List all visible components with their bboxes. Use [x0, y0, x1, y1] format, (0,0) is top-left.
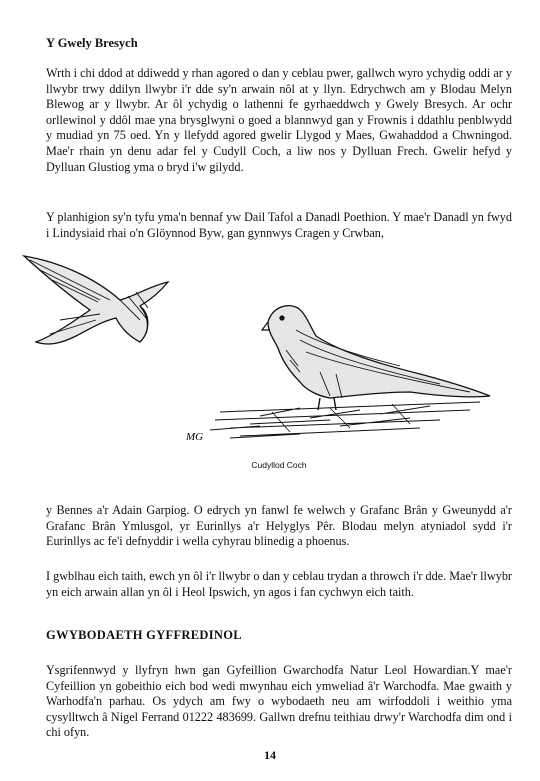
- paragraph-plants: Y planhigion sy'n tyfu yma'n bennaf yw Dail Tafol a Danadl Poethion. Y mae'r Danadl yn fwyd i Lindysiaid rhai o'n Glöynnod Byw, gan gynnwys Cragen y Crwban,: [46, 210, 512, 240]
- flying-kestrel-drawing: [24, 256, 168, 344]
- artist-signature: MG: [186, 431, 204, 443]
- paragraph-return-route: I gwblhau eich taith, ewch yn ôl i'r llwybr o dan y ceblau trydan a throwch i'r dde. Mae'r llwybr yn eich arwain allan yn ôl i Heol Ipswich, yn agos i fan cychwyn eich taith.: [46, 569, 512, 599]
- ground-hatching: [210, 402, 480, 438]
- paragraph-butterflies: y Bennes a'r Adain Garpiog. O edrych yn fanwl fe welwch y Grafanc Brân y Gweunydd a'r Grafanc Brân Ymlusgol, yr Eurinllys a'r Helyglys Pêr. Blodau melyn atyniadol sydd i'r Eurinllys ac fe'i defnyddir i wella cyhyrau blinedig a phoenus.: [46, 503, 512, 549]
- page-number: 14: [264, 748, 276, 762]
- perched-kestrel-drawing: [262, 306, 490, 410]
- page-heading: Y Gwely Bresych: [46, 36, 138, 50]
- illustration-caption: Cudyllod Coch: [251, 460, 307, 470]
- section-heading-general-info: GWYBODAETH GYFFREDINOL: [46, 628, 242, 642]
- paragraph-contact: Ysgrifennwyd y llyfryn hwn gan Gyfeillion Gwarchodfa Natur Leol Howardian.Y mae'r Cyfeillion yn gobeithio eich bod wedi mwynhau eich ymweliad â'r Warchodfa. Mae gwaith y Warhodfa'n parhau. Os ydych am fwy o wybodaeth neu am wirfoddoli i weithio yma cysylltwch â Nigel Ferrand 01222 483699. Gallwn drefnu teithiau drwy'r Warchodfa dim ond i chi ofyn.: [46, 663, 512, 740]
- paragraph-cabbage-bed: Wrth i chi ddod at ddiwedd y rhan agored o dan y ceblau pwer, gallwch wyro ychydig oddi ar y llwybr trwy ddilyn llwybr i'r dde sy'n arwain nôl at y llyn. Edrychwch am y Blodau Melyn Blewog ar y llwybr. Ar ôl ychydig o lathenni fe gyrhaeddwch y Gwely Bresych. Ar ochr orllewinol y ddôl mae yna brysglwyni o goed a blannwyd gan y Frownis i ddathlu penblwydd y mudiad yn 75 oed. Yn y llefydd agored gwelir Llygod y Maes, Gwahaddod a Chwningod. Mae'r rhain yn denu adar fel y Cudyll Coch, a liw nos y Dylluan Frech. Gwelir hefyd y Dylluan Glustiog yma o bryd i'w gilydd.: [46, 66, 512, 174]
